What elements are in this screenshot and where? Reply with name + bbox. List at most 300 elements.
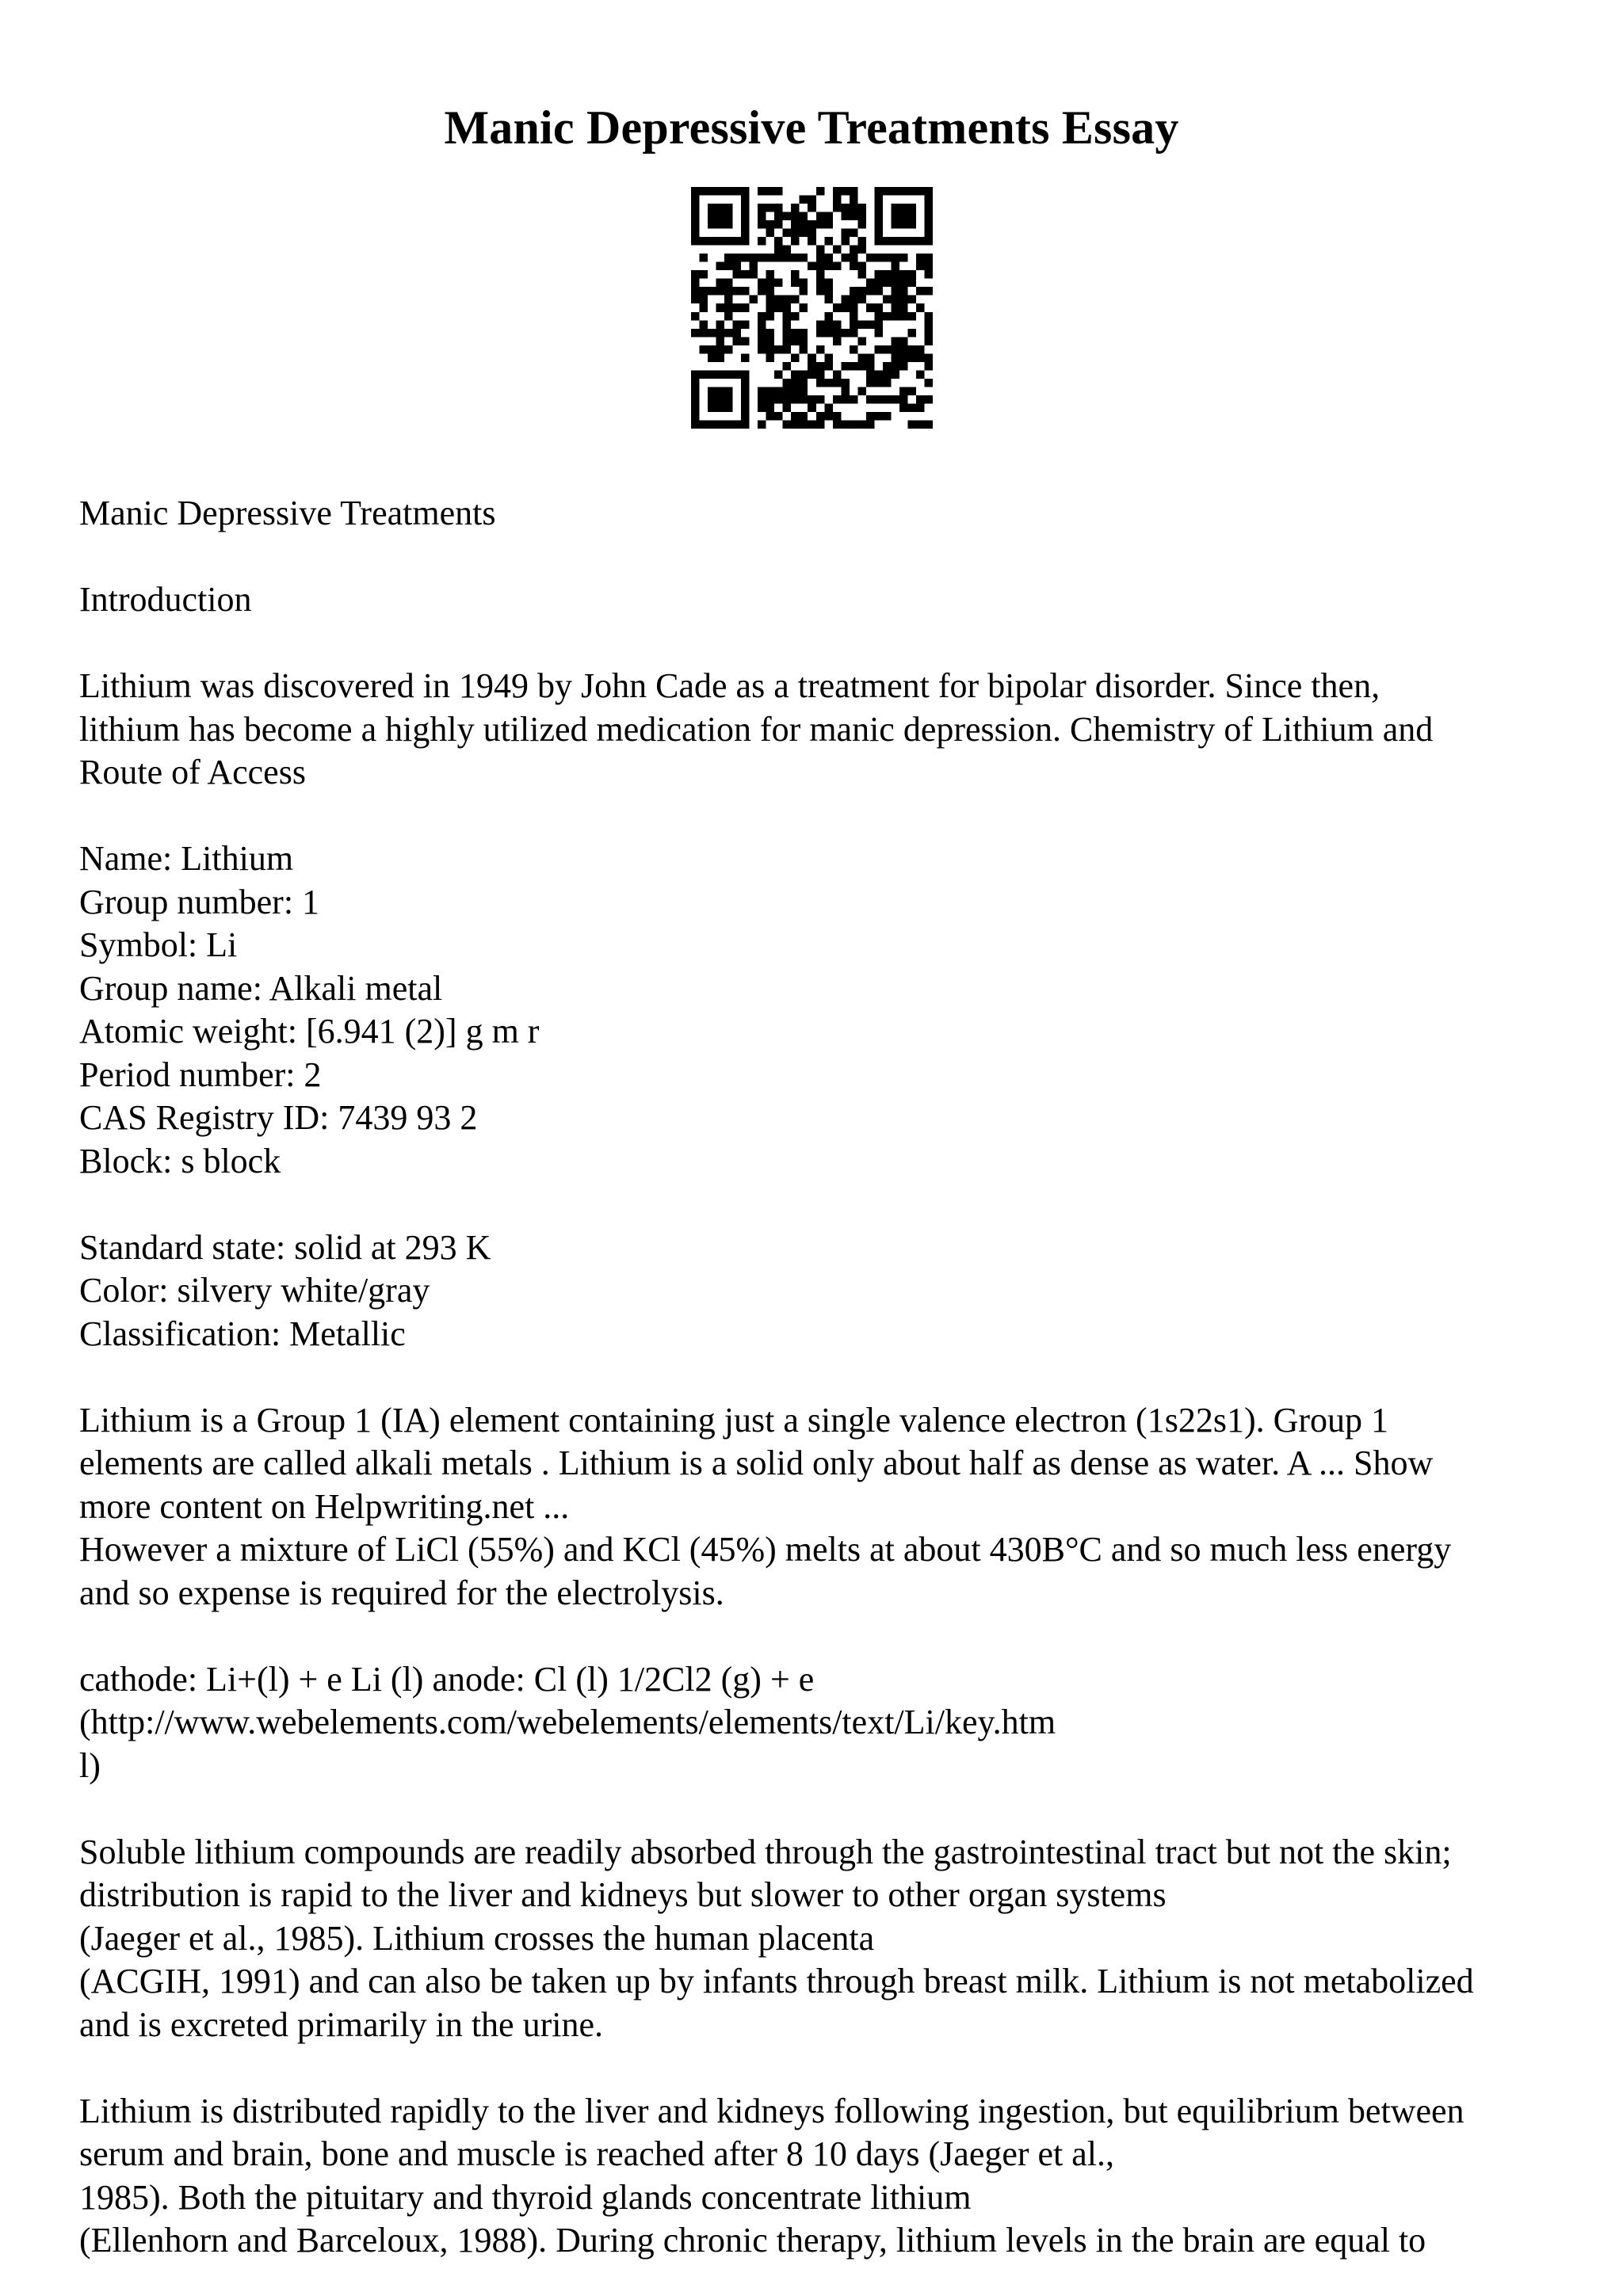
qr-module bbox=[724, 370, 733, 379]
qr-module bbox=[857, 420, 866, 429]
qr-module bbox=[824, 279, 833, 288]
qr-module bbox=[724, 420, 733, 429]
text-line: distribution is rapid to the liver and kidneys but slower to other organ systems bbox=[79, 1875, 1167, 1914]
qr-module bbox=[774, 412, 783, 421]
qr-module bbox=[799, 379, 808, 387]
qr-module bbox=[732, 254, 741, 262]
qr-module bbox=[815, 370, 824, 379]
qr-module bbox=[708, 220, 716, 229]
qr-module bbox=[924, 362, 933, 371]
qr-module bbox=[758, 329, 766, 338]
qr-module bbox=[891, 279, 899, 288]
qr-module bbox=[799, 279, 808, 288]
qr-module bbox=[774, 254, 783, 262]
qr-module bbox=[791, 387, 800, 395]
qr-module bbox=[808, 229, 816, 238]
qr-module bbox=[732, 237, 741, 246]
qr-module bbox=[716, 279, 724, 288]
qr-module bbox=[699, 370, 708, 379]
qr-module bbox=[766, 353, 774, 362]
qr-module bbox=[824, 412, 833, 421]
qr-module bbox=[857, 246, 866, 254]
qr-module bbox=[691, 370, 700, 379]
qr-module bbox=[907, 403, 916, 412]
qr-module bbox=[882, 312, 891, 321]
qr-module bbox=[749, 262, 758, 271]
qr-module bbox=[782, 362, 791, 371]
qr-module bbox=[857, 337, 866, 345]
qr-module bbox=[782, 254, 791, 262]
qr-module bbox=[799, 329, 808, 338]
qr-module bbox=[891, 353, 899, 362]
qr-module bbox=[782, 379, 791, 387]
text-line: Introduction bbox=[79, 580, 252, 619]
qr-module bbox=[849, 287, 857, 296]
qr-module bbox=[691, 387, 700, 395]
qr-module bbox=[832, 329, 841, 338]
qr-module bbox=[815, 262, 824, 271]
qr-module bbox=[874, 204, 883, 212]
qr-module bbox=[699, 329, 708, 338]
qr-module bbox=[791, 254, 800, 262]
qr-module bbox=[815, 412, 824, 421]
qr-module bbox=[924, 187, 933, 196]
qr-module bbox=[716, 395, 724, 404]
qr-module bbox=[724, 303, 733, 312]
qr-module bbox=[841, 303, 850, 312]
paragraph bbox=[79, 1399, 1544, 1615]
qr-module bbox=[882, 187, 891, 196]
qr-module bbox=[832, 320, 841, 329]
qr-module bbox=[766, 303, 774, 312]
qr-module bbox=[865, 412, 874, 421]
qr-module bbox=[924, 220, 933, 229]
qr-module bbox=[915, 403, 924, 412]
qr-module bbox=[691, 329, 700, 338]
qr-module bbox=[841, 187, 850, 196]
qr-module bbox=[832, 412, 841, 421]
qr-module bbox=[924, 353, 933, 362]
qr-module bbox=[832, 196, 841, 204]
qr-module bbox=[915, 353, 924, 362]
qr-module bbox=[691, 220, 700, 229]
qr-module bbox=[824, 220, 833, 229]
text-line: Group number: 1 bbox=[79, 882, 320, 921]
text-line: Atomic weight: [6.941 (2)] g m r bbox=[79, 1012, 540, 1051]
qr-module bbox=[808, 353, 816, 362]
qr-module bbox=[774, 387, 783, 395]
qr-module bbox=[808, 262, 816, 271]
text-line: Lithium is distributed rapidly to the liver and kidneys following ingestion, but equilibrium between bbox=[79, 2091, 1465, 2130]
qr-module bbox=[849, 320, 857, 329]
qr-module bbox=[724, 387, 733, 395]
qr-module bbox=[907, 220, 916, 229]
text-line: Period number: 2 bbox=[79, 1055, 322, 1094]
qr-module bbox=[749, 270, 758, 279]
qr-module bbox=[708, 395, 716, 404]
text-line: Group name: Alkali metal bbox=[79, 968, 443, 1008]
qr-module bbox=[891, 187, 899, 196]
qr-module bbox=[766, 270, 774, 279]
qr-module bbox=[808, 362, 816, 371]
qr-module bbox=[824, 237, 833, 246]
qr-module bbox=[824, 320, 833, 329]
qr-module bbox=[874, 270, 883, 279]
qr-module bbox=[865, 320, 874, 329]
qr-module bbox=[724, 262, 733, 271]
text-line: elements are called alkali metals . Lithium is a solid only about half as dense as water. A ... Show bbox=[79, 1444, 1434, 1482]
qr-module bbox=[766, 329, 774, 338]
text-line: cathode: Li+(l) + e Li (l) anode: Cl (l) 1/2Cl2 (g) + e bbox=[79, 1659, 815, 1699]
qr-module bbox=[766, 287, 774, 296]
qr-module bbox=[874, 345, 883, 354]
qr-module bbox=[832, 379, 841, 387]
qr-module bbox=[841, 229, 850, 238]
qr-module bbox=[782, 229, 791, 238]
qr-module bbox=[699, 296, 708, 304]
qr-module bbox=[708, 420, 716, 429]
qr-module bbox=[791, 395, 800, 404]
text-line: Name: Lithium bbox=[79, 839, 294, 878]
qr-module bbox=[882, 279, 891, 288]
qr-module bbox=[815, 187, 824, 196]
qr-module bbox=[891, 312, 899, 321]
qr-module bbox=[791, 370, 800, 379]
qr-module bbox=[758, 337, 766, 345]
qr-module bbox=[724, 187, 733, 196]
qr-module bbox=[691, 196, 700, 204]
qr-module bbox=[915, 370, 924, 379]
qr-module bbox=[841, 387, 850, 395]
qr-module bbox=[899, 237, 907, 246]
qr-module bbox=[732, 270, 741, 279]
qr-module bbox=[874, 303, 883, 312]
qr-module bbox=[724, 287, 733, 296]
qr-module bbox=[741, 254, 750, 262]
qr-module bbox=[815, 320, 824, 329]
qr-module bbox=[849, 262, 857, 271]
qr-module bbox=[899, 353, 907, 362]
qr-module bbox=[891, 337, 899, 345]
qr-module bbox=[691, 395, 700, 404]
text-line: Symbol: Li bbox=[79, 925, 238, 964]
qr-module bbox=[832, 370, 841, 379]
qr-module bbox=[766, 220, 774, 229]
qr-module bbox=[774, 220, 783, 229]
qr-module bbox=[699, 303, 708, 312]
qr-module bbox=[907, 187, 916, 196]
qr-module bbox=[907, 204, 916, 212]
qr-module bbox=[691, 187, 700, 196]
qr-module bbox=[774, 345, 783, 354]
qr-module bbox=[899, 296, 907, 304]
qr-module bbox=[716, 212, 724, 221]
qr-module bbox=[874, 395, 883, 404]
qr-module bbox=[724, 237, 733, 246]
qr-module bbox=[891, 212, 899, 221]
qr-module bbox=[891, 303, 899, 312]
qr-module bbox=[699, 270, 708, 279]
qr-module bbox=[907, 420, 916, 429]
qr-module bbox=[749, 254, 758, 262]
qr-module bbox=[841, 362, 850, 371]
qr-module bbox=[891, 270, 899, 279]
qr-module bbox=[716, 320, 724, 329]
qr-module bbox=[724, 312, 733, 321]
qr-module bbox=[766, 395, 774, 404]
qr-module bbox=[741, 403, 750, 412]
qr-module bbox=[924, 379, 933, 387]
qr-module bbox=[791, 220, 800, 229]
qr-module bbox=[924, 212, 933, 221]
qr-module bbox=[874, 379, 883, 387]
qr-module bbox=[774, 395, 783, 404]
qr-module bbox=[716, 237, 724, 246]
qr-module bbox=[808, 403, 816, 412]
qr-module bbox=[815, 254, 824, 262]
text-line: more content on Helpwriting.net ... bbox=[79, 1486, 570, 1526]
qr-module bbox=[891, 220, 899, 229]
qr-module bbox=[758, 320, 766, 329]
qr-module bbox=[766, 229, 774, 238]
qr-module bbox=[832, 246, 841, 254]
qr-module bbox=[699, 287, 708, 296]
qr-module bbox=[732, 320, 741, 329]
qr-module bbox=[691, 412, 700, 421]
qr-module bbox=[824, 353, 833, 362]
qr-module bbox=[799, 387, 808, 395]
qr-module bbox=[865, 370, 874, 379]
qr-module bbox=[808, 220, 816, 229]
qr-module bbox=[857, 237, 866, 246]
qr-module bbox=[874, 320, 883, 329]
qr-module bbox=[865, 303, 874, 312]
qr-module bbox=[708, 387, 716, 395]
qr-module bbox=[799, 220, 808, 229]
qr-module bbox=[874, 254, 883, 262]
qr-module bbox=[874, 237, 883, 246]
qr-module bbox=[882, 270, 891, 279]
qr-module bbox=[849, 254, 857, 262]
qr-module bbox=[741, 320, 750, 329]
qr-module bbox=[808, 370, 816, 379]
qr-module bbox=[882, 395, 891, 404]
qr-module bbox=[724, 296, 733, 304]
qr-module bbox=[924, 320, 933, 329]
qr-module bbox=[865, 420, 874, 429]
qr-module bbox=[891, 287, 899, 296]
qr-module bbox=[907, 312, 916, 321]
qr-module bbox=[724, 212, 733, 221]
qr-module bbox=[899, 279, 907, 288]
qr-module bbox=[832, 337, 841, 345]
qr-module bbox=[899, 212, 907, 221]
qr-module bbox=[857, 204, 866, 212]
qr-module bbox=[882, 379, 891, 387]
qr-module bbox=[865, 362, 874, 371]
qr-module bbox=[815, 246, 824, 254]
qr-module bbox=[857, 362, 866, 371]
qr-module bbox=[815, 279, 824, 288]
qr-module bbox=[799, 420, 808, 429]
qr-module bbox=[907, 237, 916, 246]
qr-module bbox=[899, 204, 907, 212]
qr-module bbox=[758, 312, 766, 321]
qr-module bbox=[782, 320, 791, 329]
qr-module bbox=[758, 237, 766, 246]
qr-module bbox=[832, 262, 841, 271]
qr-module bbox=[758, 204, 766, 212]
qr-module bbox=[732, 337, 741, 345]
qr-module bbox=[899, 303, 907, 312]
qr-module bbox=[716, 345, 724, 354]
qr-module bbox=[766, 187, 774, 196]
qr-module bbox=[841, 254, 850, 262]
qr-module bbox=[782, 387, 791, 395]
qr-module bbox=[708, 345, 716, 354]
qr-module bbox=[741, 337, 750, 345]
qr-module bbox=[699, 420, 708, 429]
qr-module bbox=[782, 345, 791, 354]
qr-module bbox=[799, 196, 808, 204]
qr-module bbox=[699, 187, 708, 196]
qr-module bbox=[824, 262, 833, 271]
qr-module bbox=[766, 279, 774, 288]
qr-module bbox=[758, 254, 766, 262]
qr-module bbox=[849, 212, 857, 221]
qr-module bbox=[708, 329, 716, 338]
qr-module bbox=[799, 229, 808, 238]
text-line: and so expense is required for the electrolysis. bbox=[79, 1573, 724, 1612]
qr-module bbox=[857, 320, 866, 329]
qr-module bbox=[924, 262, 933, 271]
qr-module bbox=[774, 187, 783, 196]
qr-module bbox=[832, 204, 841, 212]
qr-module bbox=[882, 345, 891, 354]
qr-module bbox=[749, 296, 758, 304]
qr-module bbox=[899, 387, 907, 395]
qr-module bbox=[766, 312, 774, 321]
qr-module bbox=[891, 296, 899, 304]
qr-module bbox=[857, 270, 866, 279]
qr-module bbox=[782, 395, 791, 404]
qr-module bbox=[899, 362, 907, 371]
paragraph bbox=[79, 1658, 1544, 1788]
qr-module bbox=[741, 420, 750, 429]
qr-module bbox=[874, 212, 883, 221]
qr-module bbox=[741, 395, 750, 404]
qr-module bbox=[732, 329, 741, 338]
text-line: and is excreted primarily in the urine. bbox=[79, 2004, 603, 2044]
qr-module bbox=[899, 337, 907, 345]
qr-module bbox=[741, 287, 750, 296]
qr-module bbox=[741, 412, 750, 421]
qr-module bbox=[808, 395, 816, 404]
qr-module bbox=[915, 187, 924, 196]
qr-module bbox=[774, 296, 783, 304]
qr-module bbox=[766, 337, 774, 345]
qr-module bbox=[924, 420, 933, 429]
text-line: Classification: Metallic bbox=[79, 1314, 406, 1353]
qr-module bbox=[758, 403, 766, 412]
qr-module bbox=[791, 212, 800, 221]
qr-module bbox=[708, 353, 716, 362]
qr-module bbox=[766, 387, 774, 395]
qr-module bbox=[758, 212, 766, 221]
qr-module bbox=[907, 296, 916, 304]
qr-module bbox=[874, 187, 883, 196]
qr-module bbox=[865, 395, 874, 404]
qr-module bbox=[758, 387, 766, 395]
qr-module bbox=[891, 370, 899, 379]
text-line: (Jaeger et al., 1985). Lithium crosses the human placenta bbox=[79, 1918, 875, 1958]
qr-module bbox=[857, 262, 866, 271]
qr-module bbox=[849, 345, 857, 354]
qr-module bbox=[841, 237, 850, 246]
qr-module bbox=[808, 237, 816, 246]
qr-module bbox=[741, 353, 750, 362]
qr-module bbox=[874, 312, 883, 321]
qr-module bbox=[907, 270, 916, 279]
text-line: Lithium was discovered in 1949 by John Cade as a treatment for bipolar disorder. Since then, bbox=[79, 666, 1381, 705]
qr-module bbox=[924, 254, 933, 262]
qr-module bbox=[741, 379, 750, 387]
qr-module bbox=[824, 403, 833, 412]
qr-module bbox=[841, 395, 850, 404]
qr-module bbox=[708, 403, 716, 412]
qr-module bbox=[882, 370, 891, 379]
qr-module bbox=[782, 296, 791, 304]
qr-module bbox=[849, 204, 857, 212]
qr-module bbox=[708, 187, 716, 196]
document-title: Manic Depressive Treatments Essay bbox=[444, 101, 1179, 154]
qr-module bbox=[766, 412, 774, 421]
qr-module bbox=[691, 312, 700, 321]
qr-module bbox=[741, 303, 750, 312]
text-line: serum and brain, bone and muscle is reached after 8 10 days (Jaeger et al., bbox=[79, 2134, 1115, 2173]
qr-module bbox=[849, 420, 857, 429]
qr-module bbox=[874, 229, 883, 238]
qr-module bbox=[791, 229, 800, 238]
qr-module bbox=[924, 312, 933, 321]
qr-module bbox=[815, 345, 824, 354]
qr-module bbox=[849, 187, 857, 196]
qr-module bbox=[791, 337, 800, 345]
qr-module bbox=[791, 204, 800, 212]
qr-module bbox=[716, 220, 724, 229]
qr-module bbox=[899, 395, 907, 404]
qr-module bbox=[791, 412, 800, 421]
qr-module bbox=[841, 329, 850, 338]
qr-module bbox=[774, 246, 783, 254]
qr-module bbox=[832, 303, 841, 312]
qr-module bbox=[841, 212, 850, 221]
qr-module bbox=[691, 237, 700, 246]
qr-module bbox=[891, 254, 899, 262]
qr-module bbox=[824, 329, 833, 338]
qr-module bbox=[782, 329, 791, 338]
qr-module bbox=[708, 212, 716, 221]
qr-module bbox=[691, 270, 700, 279]
qr-module bbox=[691, 296, 700, 304]
qr-module bbox=[716, 420, 724, 429]
qr-module bbox=[924, 237, 933, 246]
text-line: (ACGIH, 1991) and can also be taken up by infants through breast milk. Lithium is not metabolized bbox=[79, 1962, 1474, 2000]
qr-module bbox=[799, 370, 808, 379]
qr-module bbox=[741, 370, 750, 379]
qr-module bbox=[891, 395, 899, 404]
qr-module bbox=[849, 196, 857, 204]
